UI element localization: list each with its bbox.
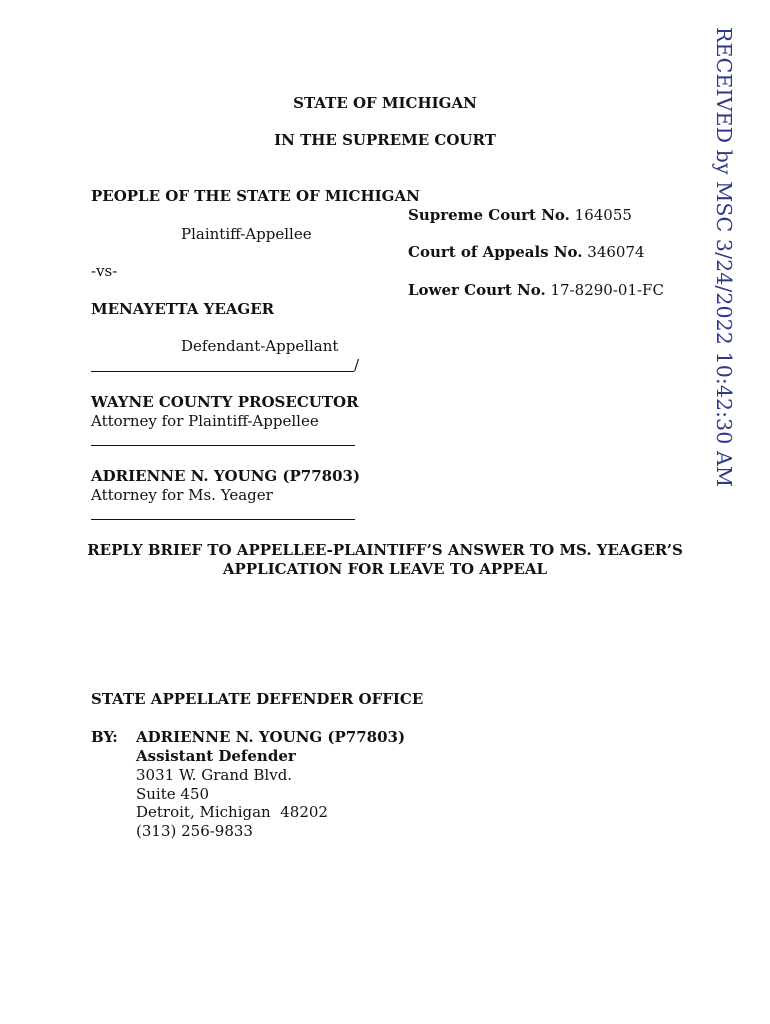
caption-slash: /	[354, 356, 360, 374]
by-label: BY:	[91, 728, 118, 746]
plaintiff-name: PEOPLE OF THE STATE OF MICHIGAN	[91, 187, 420, 205]
defender-rule	[91, 519, 355, 520]
brief-title-line2: APPLICATION FOR LEAVE TO APPEAL	[222, 560, 548, 578]
lower-court-value: 17-8290-01-FC	[550, 281, 664, 299]
office-name: STATE APPELLATE DEFENDER OFFICE	[91, 690, 424, 708]
versus-label: -vs-	[91, 262, 118, 280]
defender-name: ADRIENNE N. YOUNG (P77803)	[91, 467, 361, 485]
defendant-name: MENAYETTA YEAGER	[91, 300, 275, 318]
supreme-court-value: 164055	[574, 206, 632, 224]
caption-rule	[91, 371, 354, 372]
state-heading: STATE OF MICHIGAN	[293, 94, 477, 112]
appeals-court-label: Court of Appeals No.	[408, 243, 583, 261]
appeals-court-value: 346074	[587, 243, 645, 261]
address-line3: Detroit, Michigan 48202	[136, 803, 328, 821]
supreme-court-number	[408, 206, 632, 224]
phone-number: (313) 256-9833	[136, 822, 253, 840]
supreme-court-label: Supreme Court No.	[408, 206, 570, 224]
prosecutor-name: WAYNE COUNTY PROSECUTOR	[91, 393, 359, 411]
address-line1: 3031 W. Grand Blvd.	[136, 766, 293, 784]
appeals-court-number	[408, 243, 645, 261]
lower-court-number	[408, 281, 664, 299]
prosecutor-rule	[91, 445, 355, 446]
court-heading: IN THE SUPREME COURT	[274, 131, 496, 149]
address-line2: Suite 450	[136, 785, 210, 803]
brief-title-line1: REPLY BRIEF TO APPELLEE-PLAINTIFF’S ANSWER TO MS. YEAGER’S	[87, 541, 683, 559]
plaintiff-role: Plaintiff-Appellee	[181, 225, 312, 243]
received-stamp: RECEIVED by MSC 3/24/2022 10:42:30 AM	[712, 27, 736, 488]
prosecutor-role: Attorney for Plaintiff-Appellee	[91, 412, 319, 430]
signer-name: ADRIENNE N. YOUNG (P77803)	[136, 728, 406, 746]
defendant-role: Defendant-Appellant	[181, 337, 339, 355]
signer-position: Assistant Defender	[136, 747, 296, 765]
defender-role: Attorney for Ms. Yeager	[91, 486, 273, 504]
lower-court-label: Lower Court No.	[408, 281, 546, 299]
